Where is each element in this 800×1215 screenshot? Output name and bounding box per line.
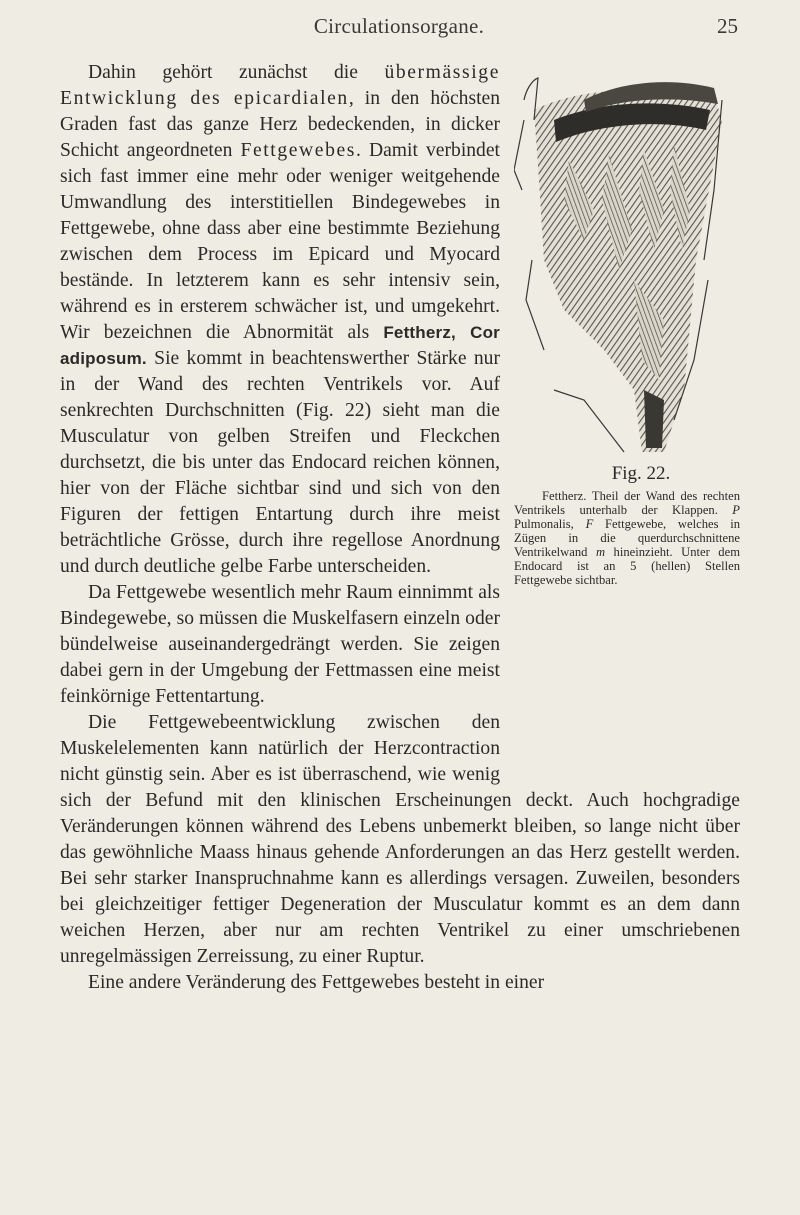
emphasis-spaced: übermässige Entwicklung des epicardialen	[60, 62, 500, 109]
text-run: , in den höchsten Graden fast das ganze Herz bedeckenden, in dicker Schicht angeordneten	[60, 88, 501, 161]
caption-text: Fettgewebe, welches in Zügen in die querdurchschnittene Ventrikelwand	[514, 517, 740, 559]
caption-letter-p: P	[732, 503, 740, 517]
emphasis-spaced: Fettgewebes	[240, 140, 356, 161]
caption-letter-m: m	[595, 545, 606, 559]
text-run: . Damit verbindet sich fast immer eine mehr oder weniger weitgehende Umwandlung des interstitiellen Bindegewebes in Fettgewebe, ohne dass aber eine bestimmte Beziehung zwischen dem Process im Epicard und Myocard bestände. In letzterem kann es sehr intensiv sein, während es in ersterem schwächer ist, und umgekehrt. Wir bezeichnen die Abnormität als	[60, 140, 500, 343]
body-text	[60, 60, 740, 996]
running-head	[60, 14, 738, 44]
paragraph-herzcontraction: Die Fettgewebeentwicklung zwischen den Muskelelementen kann natürlich der Herzcontraction nicht günstig sein. Aber es ist überraschend, wie wenig sich der Befund mit den klinischen Erscheinungen deckt. Auch hochgradige Veränderungen können während des Lebens unbemerkt bleiben, so lange nicht über das gewöhnliche Maass hinaus gehende Anforderungen an das Herz gestellt werden. Bei sehr starker Inanspruchnahme kann es allerdings versagen. Zuweilen, besonders bei gleichzeitiger fettiger Degeneration der Musculatur kommt es an dem dann weichen Herzen, aber nur am rechten Ventrikel zu einer umschriebenen unregelmässigen Zerreissung, zu einer Ruptur.	[60, 712, 740, 967]
figure-label: Fig. 22.	[611, 463, 671, 484]
page-number: 25	[717, 14, 738, 38]
paragraph-fettgewebe-raum: Da Fettgewebe wesentlich mehr Raum einnimmt als Bindegewebe, so müssen die Muskelfasern einzeln oder bündelweise auseinandergedrängt werden. Sie zeigen dabei gern in der Umgebung der Fettmassen eine meist feinkörnige Fettentartung.	[60, 582, 500, 707]
caption-letter-f: F	[585, 517, 594, 531]
caption-text: Fettherz. Theil der Wand des rechten Ventrikels unterhalb der Klappen.	[514, 489, 740, 517]
text-run: Sie kommt in beachtenswerther Stärke nur in der Wand des rechten Ventrikels vor. Auf senkrechten Durchschnitten (Fig. 22) sieht man die Musculatur von gelben Streifen und Fleckchen durchsetzt, die bis unter das Endocard reichen können, hier von der Fläche sichtbar sind und sich von den Figuren der fettigen Entartung durch ihre meist beträchtliche Grösse, durch ihre regellose Anordnung und durch deutliche gelbe Farbe unterscheiden.	[60, 348, 500, 577]
caption-text: hineinzieht. Unter dem Endocard ist an 5 (hellen) Stellen Fettgewebe sichtbar.	[514, 545, 740, 587]
running-title: Circulationsorgane.	[313, 14, 485, 38]
figure-22	[514, 60, 740, 768]
heart-wall-section-illustration	[514, 60, 740, 455]
term-fettherz: Fettherz, Cor adiposum.	[60, 323, 500, 368]
caption-text: Pulmonalis,	[514, 517, 586, 531]
figure-caption	[514, 489, 740, 587]
text-run: Dahin gehört zunächst die	[88, 62, 385, 83]
paragraph-andere-veraenderung: Eine andere Veränderung des Fettgewebes besteht in einer	[88, 972, 545, 993]
paragraph-fettherz-intro	[60, 60, 740, 587]
